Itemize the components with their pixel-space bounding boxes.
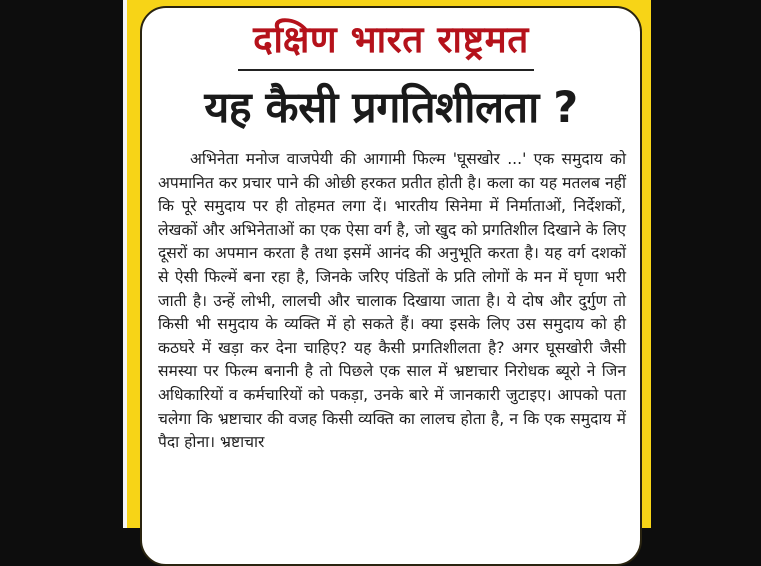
article-body: अभिनेता मनोज वाजपेयी की आगामी फिल्म 'घूसखोर ...' एक समुदाय को अपमानित कर प्रचार पाने की ओछी हरकत प्रतीत होती है। कला का यह मतलब नहीं कि पूरे समुदाय पर ही तोहमत लगा दें। भारतीय सिनेमा में निर्माताओं, निर्देशकों, लेखकों और अभिनेताओं का एक ऐसा वर्ग है, जो खुद को प्रगतिशील दिखाने के लिए दूसरों का अपमान करता है तथा इसमें आनंद की अनुभूति करता है। यह वर्ग दशकों से ऐसी फिल्में बना रहा है, जिनके जरिए पंडितों के प्रति लोगों के मन में घृणा भरी जाती है। उन्हें लोभी, लालची और चालाक दिखाया जाता है। ये दोष और दुर्गुण तो किसी भी समुदाय के व्यक्ति में हो सकते हैं। क्या इसके लिए उस समुदाय को ही कठघरे में खड़ा कर देना चाहिए? यह कैसी प्रगतिशीलता है? अगर घूसखोरी जैसी समस्या पर फिल्म बनानी है तो पिछले एक साल में भ्रष्टाचार निरोधक ब्यूरो ने जिन अधिकारियों व कर्मचारियों को पकड़ा, उनके बारे में जानकारी जुटाइए। आपको पता चलेगा कि भ्रष्टाचार की वजह किसी व्यक्ति का लालच होता है, न कि एक समुदाय में पैदा होना। भ्रष्टाचार (158, 150, 626, 452)
article-headline: यह कैसी प्रगतिशीलता ? (204, 83, 578, 133)
newspaper-masthead: दक्षिण भारत राष्ट्रमत (253, 18, 529, 61)
editorial-card (140, 6, 642, 566)
masthead-divider (238, 69, 534, 71)
